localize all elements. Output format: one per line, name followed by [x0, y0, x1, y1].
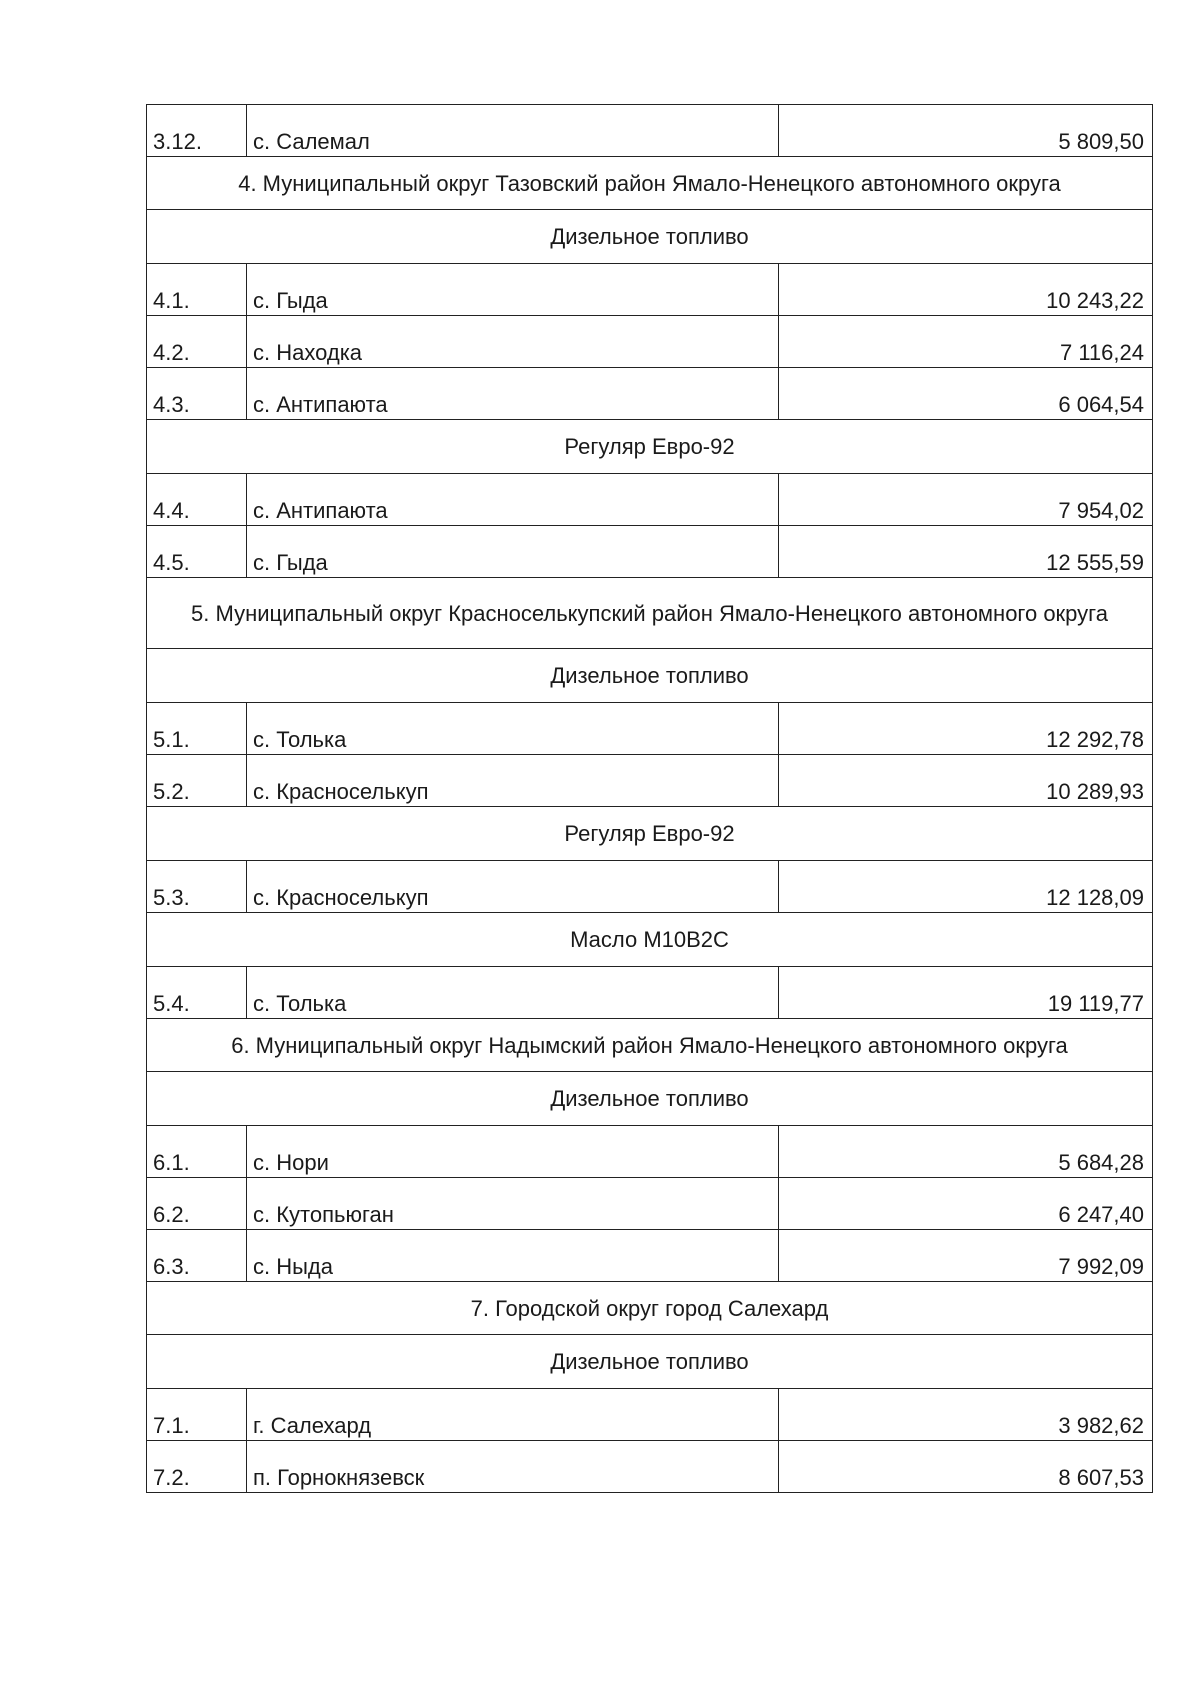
- settlement-name: с. Антипаюта: [247, 368, 779, 420]
- table-row: [147, 526, 1153, 578]
- settlement-name: с. Антипаюта: [247, 474, 779, 526]
- settlement-name: с. Кутопьюган: [247, 1178, 779, 1230]
- table-row: [147, 1126, 1153, 1178]
- row-number: 4.2.: [147, 316, 247, 368]
- fuel-type-row: [147, 420, 1153, 474]
- price-value: 6 247,40: [779, 1178, 1153, 1230]
- fuel-type-row: [147, 210, 1153, 264]
- fuel-type-row: [147, 649, 1153, 703]
- table-row: [147, 703, 1153, 755]
- price-value: 7 954,02: [779, 474, 1153, 526]
- row-number: 5.3.: [147, 861, 247, 913]
- row-number: 6.2.: [147, 1178, 247, 1230]
- table-row: [147, 967, 1153, 1019]
- settlement-name: с. Находка: [247, 316, 779, 368]
- row-number: 6.1.: [147, 1126, 247, 1178]
- row-number: 4.3.: [147, 368, 247, 420]
- section-header: 5. Муниципальный округ Красноселькупский район Ямало-Ненецкого автономного округа: [147, 578, 1153, 649]
- fuel-type-label: Масло М10В2С: [147, 913, 1153, 967]
- row-number: 5.4.: [147, 967, 247, 1019]
- table-row: [147, 264, 1153, 316]
- section-header: 4. Муниципальный округ Тазовский район Ямало-Ненецкого автономного округа: [147, 157, 1153, 210]
- fuel-type-label: Дизельное топливо: [147, 649, 1153, 703]
- row-number: 4.4.: [147, 474, 247, 526]
- table-row: [147, 1441, 1153, 1493]
- section-header-row: [147, 1019, 1153, 1072]
- document-page: [146, 104, 1152, 1493]
- settlement-name: с. Толька: [247, 703, 779, 755]
- price-value: 12 128,09: [779, 861, 1153, 913]
- settlement-name: г. Салехард: [247, 1389, 779, 1441]
- price-value: 7 116,24: [779, 316, 1153, 368]
- fuel-type-label: Дизельное топливо: [147, 1335, 1153, 1389]
- price-value: 5 684,28: [779, 1126, 1153, 1178]
- table-row: [147, 1389, 1153, 1441]
- row-number: 6.3.: [147, 1230, 247, 1282]
- row-number: 3.12.: [147, 105, 247, 157]
- settlement-name: с. Гыда: [247, 264, 779, 316]
- section-header: 7. Городской округ город Салехард: [147, 1282, 1153, 1335]
- row-number: 7.2.: [147, 1441, 247, 1493]
- section-header: 6. Муниципальный округ Надымский район Ямало-Ненецкого автономного округа: [147, 1019, 1153, 1072]
- fuel-type-row: [147, 1335, 1153, 1389]
- settlement-name: с. Красноселькуп: [247, 861, 779, 913]
- table-row: [147, 861, 1153, 913]
- price-value: 10 243,22: [779, 264, 1153, 316]
- row-number: 4.5.: [147, 526, 247, 578]
- price-value: 12 555,59: [779, 526, 1153, 578]
- settlement-name: с. Гыда: [247, 526, 779, 578]
- fuel-type-row: [147, 807, 1153, 861]
- section-header-row: [147, 157, 1153, 210]
- table-row: [147, 755, 1153, 807]
- price-table: [146, 104, 1153, 1493]
- settlement-name: с. Ныда: [247, 1230, 779, 1282]
- table-row: [147, 474, 1153, 526]
- settlement-name: с. Красноселькуп: [247, 755, 779, 807]
- fuel-type-label: Регуляр Евро-92: [147, 420, 1153, 474]
- settlement-name: с. Салемал: [247, 105, 779, 157]
- price-value: 19 119,77: [779, 967, 1153, 1019]
- price-value: 10 289,93: [779, 755, 1153, 807]
- fuel-type-label: Дизельное топливо: [147, 1072, 1153, 1126]
- fuel-type-label: Регуляр Евро-92: [147, 807, 1153, 861]
- row-number: 5.2.: [147, 755, 247, 807]
- price-value: 7 992,09: [779, 1230, 1153, 1282]
- section-header-row: [147, 578, 1153, 649]
- fuel-type-row: [147, 1072, 1153, 1126]
- table-row: [147, 368, 1153, 420]
- price-value: 6 064,54: [779, 368, 1153, 420]
- price-value: 8 607,53: [779, 1441, 1153, 1493]
- price-value: 5 809,50: [779, 105, 1153, 157]
- table-row: [147, 316, 1153, 368]
- row-number: 5.1.: [147, 703, 247, 755]
- section-header-row: [147, 1282, 1153, 1335]
- fuel-type-row: [147, 913, 1153, 967]
- price-value: 12 292,78: [779, 703, 1153, 755]
- table-row: [147, 105, 1153, 157]
- price-value: 3 982,62: [779, 1389, 1153, 1441]
- price-table-body: [147, 105, 1153, 1493]
- fuel-type-label: Дизельное топливо: [147, 210, 1153, 264]
- settlement-name: с. Нори: [247, 1126, 779, 1178]
- table-row: [147, 1178, 1153, 1230]
- row-number: 4.1.: [147, 264, 247, 316]
- row-number: 7.1.: [147, 1389, 247, 1441]
- settlement-name: п. Горнокнязевск: [247, 1441, 779, 1493]
- table-row: [147, 1230, 1153, 1282]
- settlement-name: с. Толька: [247, 967, 779, 1019]
